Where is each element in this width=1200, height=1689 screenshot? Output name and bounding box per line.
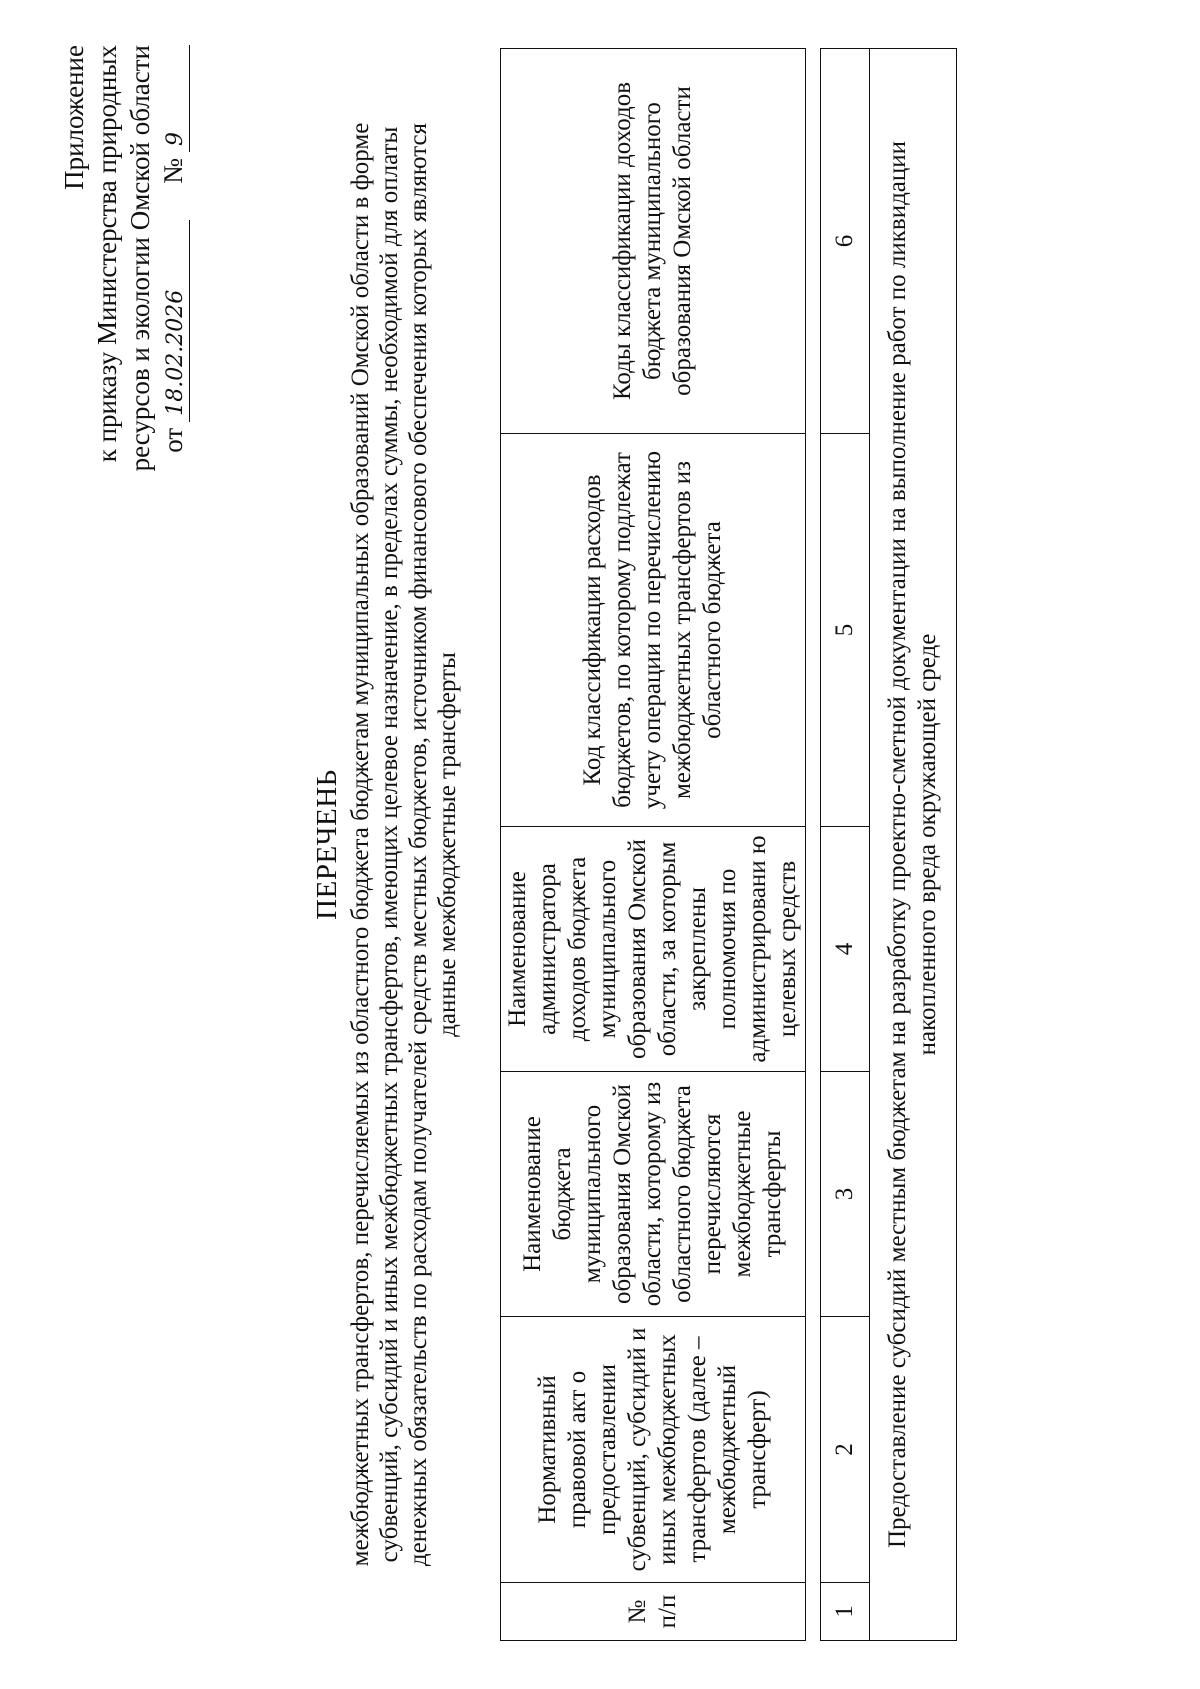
appendix-label: Приложение — [59, 45, 89, 190]
handwritten-number: 9 — [163, 45, 190, 152]
transfers-table — [500, 48, 957, 1641]
number-prefix: № — [158, 158, 188, 184]
appendix-line-2: ресурсов и экологии Омской области — [125, 45, 155, 472]
table-spacer-row — [806, 49, 821, 1641]
appendix-stamp — [58, 45, 190, 805]
column-number-cell: 6 — [821, 49, 870, 434]
section-heading: Предоставление субсидий местным бюджетам на разработку проектно-сметной документации на выполнение работ по ликвидации накопленного вреда окружающей среде — [870, 49, 957, 1641]
header-cell-2: Нормативный правовой акт о предоставлении субвенций, субсидий и иных межбюджетных трансфертов (далее – межбюджетный трансферт) — [501, 1317, 806, 1583]
column-number-cell: 3 — [821, 1072, 870, 1317]
header-cell-1: № п/п — [501, 1583, 806, 1641]
column-number-cell: 5 — [821, 434, 870, 827]
header-cell-3: Наименование бюджета муниципального образования Омской области, которому из областного бюджета перечисляются межбюджетные трансферты — [501, 1072, 806, 1317]
header-cell-4: Наименование администратора доходов бюджета муниципального образования Омской области, за которым закреплены полномочия по администрировани ю целевых средств — [501, 827, 806, 1072]
column-number-cell: 2 — [821, 1317, 870, 1583]
appendix-line-1: к приказу Министерства природных — [92, 45, 122, 463]
appendix-date-number-line — [157, 45, 190, 453]
column-number-cell: 1 — [821, 1583, 870, 1641]
header-cell-6: Коды классификации доходов бюджета муниципального образования Омской области — [501, 49, 806, 434]
section-row — [870, 49, 957, 1641]
header-cell-5: Код классификации расходов бюджетов, по которому подлежат учету операции по перечислению межбюджетных трансфертов из областного бюджета — [501, 434, 806, 827]
document-title: ПЕРЕЧЕНЬ — [311, 769, 343, 920]
table-header-row — [501, 49, 806, 1641]
date-prefix: от — [158, 427, 188, 453]
handwritten-date: 18.02.2026 — [163, 220, 190, 422]
column-number-row — [821, 49, 870, 1641]
document-description: межбюджетных трансфертов, перечисляемых из областного бюджета бюджетам муниципальных образований Омской области в форме субвенций, субсидий и иных межбюджетных трансфертов, имеющих целевое назначение, в пределах суммы, необходимой для оплаты денежных обязательств по расходам получателей средств местных бюджетов, источником финансового обеспечения которых являются данные межбюджетные трансферты — [347, 122, 461, 1567]
title-block — [310, 0, 462, 1689]
column-number-cell: 4 — [821, 827, 870, 1072]
